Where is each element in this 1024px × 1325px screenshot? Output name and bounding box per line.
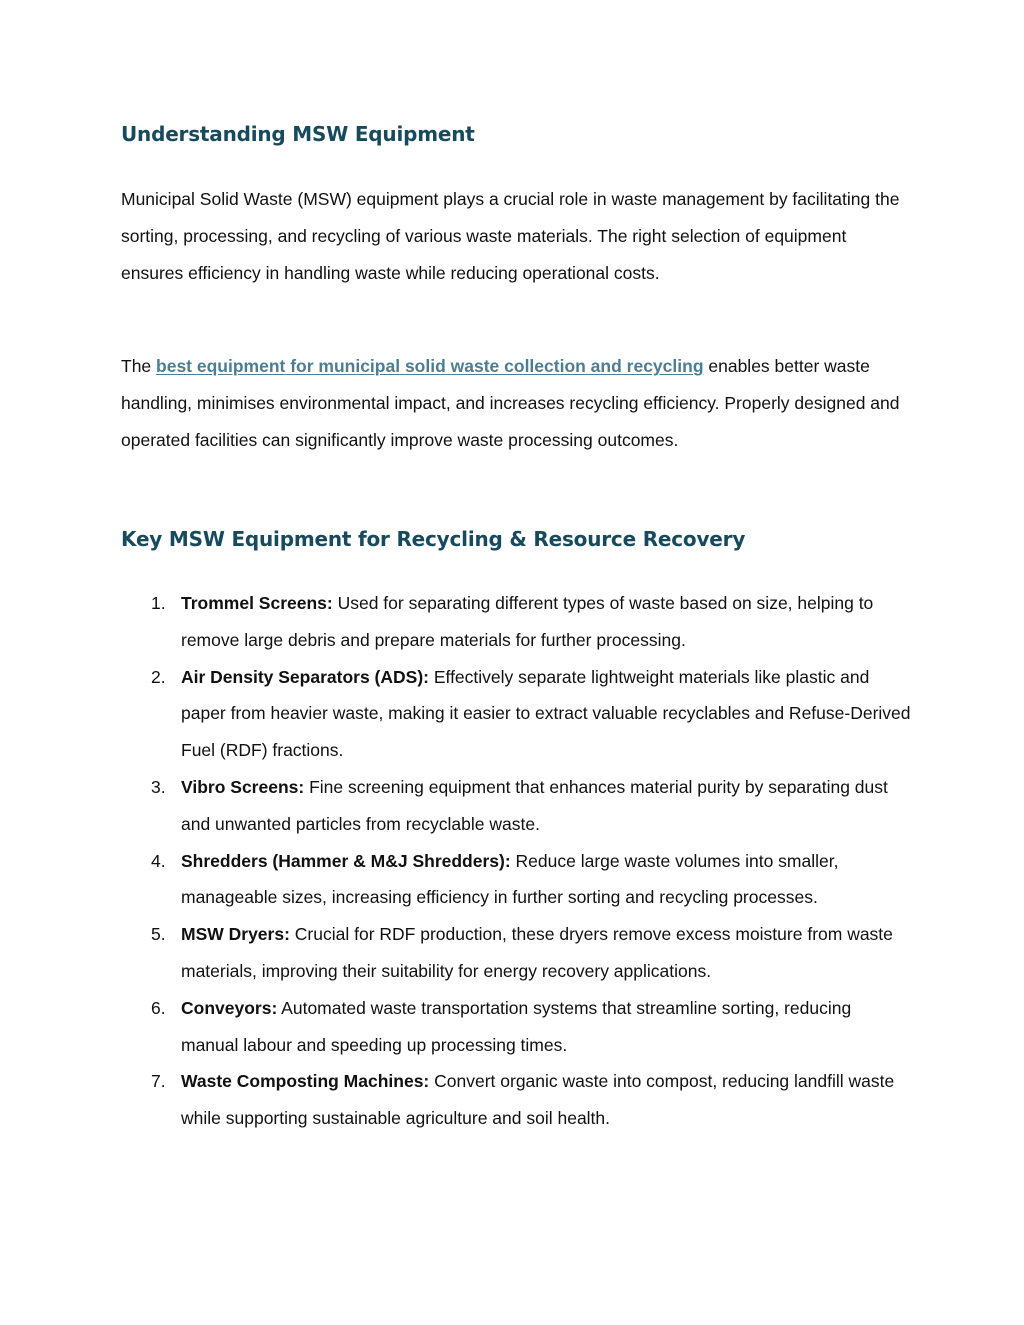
list-item-term: Trommel Screens: bbox=[181, 593, 333, 613]
list-item bbox=[121, 843, 911, 917]
list-item-number: 5. bbox=[151, 924, 166, 945]
list-item-text: Used for separating different types of waste based on size, helping to remove large debris and prepare materials for further processing. bbox=[181, 593, 874, 650]
list-item-number: 7. bbox=[151, 1071, 166, 1092]
list-item-term: Conveyors: bbox=[181, 997, 278, 1018]
list-item bbox=[121, 1063, 911, 1137]
equipment-list bbox=[121, 585, 911, 1137]
list-item-number: 1. bbox=[151, 593, 166, 613]
list-item bbox=[121, 585, 911, 659]
list-item-term: Shredders (Hammer & M&J Shredders): bbox=[181, 850, 511, 871]
list-item-term: MSW Dryers: bbox=[181, 924, 290, 945]
list-item-text: Crucial for RDF production, these dryers remove excess moisture from waste materials, improving their suitability for energy recovery applications. bbox=[181, 924, 893, 981]
paragraph-text-before: The bbox=[121, 356, 157, 376]
section-heading-understanding: Understanding MSW Equipment bbox=[121, 122, 475, 146]
list-item-number: 3. bbox=[151, 776, 166, 797]
list-item bbox=[121, 769, 911, 843]
section-heading-key-equipment: Key MSW Equipment for Recycling & Resource Recovery bbox=[121, 527, 746, 551]
list-item-term: Vibro Screens: bbox=[181, 776, 305, 797]
list-item bbox=[121, 916, 911, 990]
list-item-term: Air Density Separators (ADS): bbox=[181, 666, 429, 687]
list-item-number: 4. bbox=[151, 850, 166, 871]
list-item-text: Convert organic waste into compost, reducing landfill waste while supporting sustainable agriculture and soil health. bbox=[181, 1071, 895, 1129]
list-item bbox=[121, 990, 911, 1064]
paragraph-text-after: enables better waste handling, minimises environmental impact, and increases recycling efficiency. Properly designed and operated facilities can significantly improve waste processing outcomes. bbox=[121, 356, 900, 450]
list-item-text: Fine screening equipment that enhances material purity by separating dust and unwanted particles from recyclable waste. bbox=[181, 776, 888, 834]
list-item bbox=[121, 659, 911, 769]
list-item-text: Reduce large waste volumes into smaller, manageable sizes, increasing efficiency in further sorting and recycling processes. bbox=[181, 850, 839, 908]
list-item-number: 6. bbox=[151, 997, 166, 1018]
list-item-text: Effectively separate lightweight materials like plastic and paper from heavier waste, making it easier to extract valuable recyclables and Refuse-Derived Fuel (RDF) fractions. bbox=[181, 666, 911, 761]
list-item-text: Automated waste transportation systems that streamline sorting, reducing manual labour and speeding up processing times. bbox=[181, 997, 852, 1055]
list-item-term: Waste Composting Machines: bbox=[181, 1071, 430, 1092]
list-item-number: 2. bbox=[151, 666, 166, 687]
equipment-paragraph bbox=[121, 348, 901, 459]
best-equipment-link[interactable]: best equipment for municipal solid waste collection and recycling bbox=[156, 356, 704, 376]
intro-paragraph: Municipal Solid Waste (MSW) equipment plays a crucial role in waste management by facilitating the sorting, processing, and recycling of various waste materials. The right selection of equipment ensures efficiency in handling waste while reducing operational costs. bbox=[121, 189, 900, 283]
